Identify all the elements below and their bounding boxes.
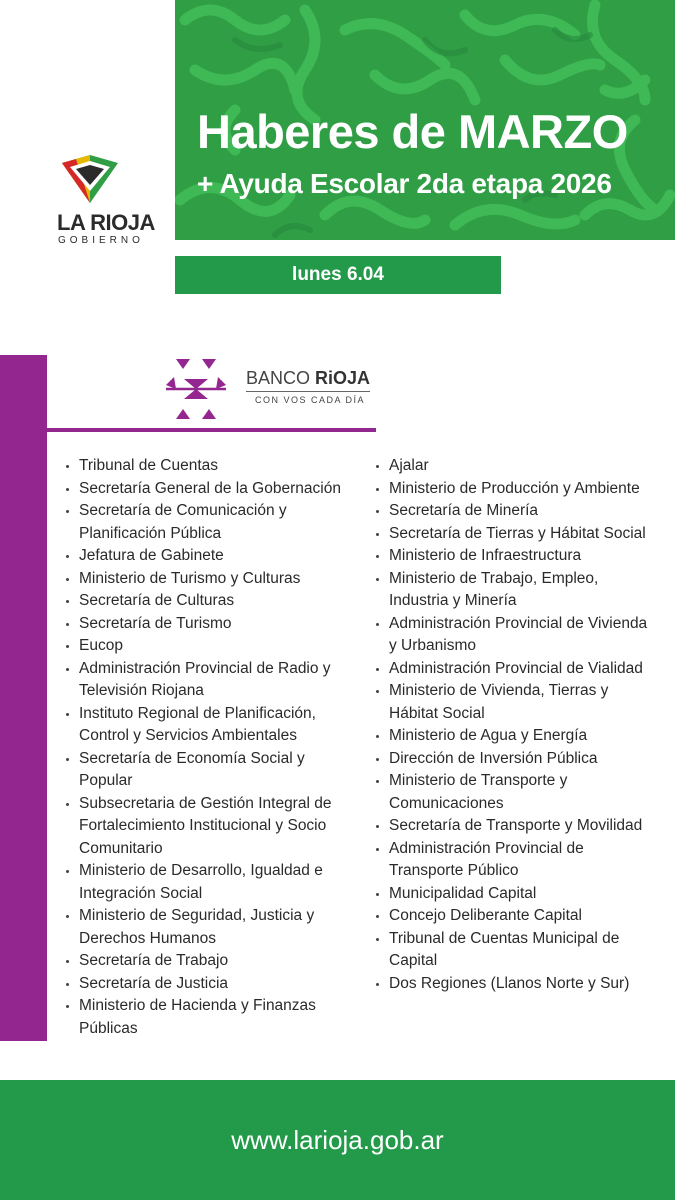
- list-item: Ministerio de Transporte y Comunicaciones: [372, 770, 672, 815]
- bank-slogan: CON VOS CADA DÍA: [255, 395, 366, 405]
- logo-name: LA RIOJA: [57, 210, 155, 235]
- list-item: Ministerio de Trabajo, Empleo, Industria y Minería: [372, 568, 672, 613]
- footer: [0, 1080, 675, 1200]
- list-item: Municipalidad Capital: [372, 883, 672, 906]
- purple-divider: [0, 428, 376, 432]
- list-item: Instituto Regional de Planificación, Control y Servicios Ambientales: [62, 703, 362, 748]
- list-item: Ajalar: [372, 455, 672, 478]
- left-agency-list: [62, 455, 362, 1040]
- list-item: Administración Provincial de Vialidad: [372, 658, 672, 681]
- list-item: Administración Provincial de Radio y Televisión Riojana: [62, 658, 362, 703]
- hero-banner: [175, 0, 675, 240]
- list-item: Secretaría de Economía Social y Popular: [62, 748, 362, 793]
- list-item: Ministerio de Infraestructura: [372, 545, 672, 568]
- page-title: Haberes de MARZO: [197, 105, 628, 158]
- list-item: Secretaría de Culturas: [62, 590, 362, 613]
- bank-name: [246, 368, 370, 389]
- list-item: Tribunal de Cuentas: [62, 455, 362, 478]
- purple-side-band: [0, 355, 47, 1041]
- list-item: Administración Provincial de Transporte Público: [372, 838, 672, 883]
- list-item: Ministerio de Seguridad, Justicia y Derechos Humanos: [62, 905, 362, 950]
- website-link[interactable]: www.larioja.gob.ar: [231, 1124, 444, 1155]
- list-item: Dos Regiones (Llanos Norte y Sur): [372, 973, 672, 996]
- list-item: Secretaría de Justicia: [62, 973, 362, 996]
- bank-rule: [246, 391, 370, 392]
- list-item: Ministerio de Desarrollo, Igualdad e Integración Social: [62, 860, 362, 905]
- bank-name-regular: BANCO: [246, 368, 316, 388]
- rioja-emblem-icon: [60, 155, 120, 205]
- list-item: Administración Provincial de Vivienda y Urbanismo: [372, 613, 672, 658]
- date-bar-offset: [175, 240, 487, 256]
- list-item: Tribunal de Cuentas Municipal de Capital: [372, 928, 672, 973]
- right-agency-list: [372, 455, 672, 995]
- list-item: Secretaría de Trabajo: [62, 950, 362, 973]
- list-item: Secretaría de Tierras y Hábitat Social: [372, 523, 672, 546]
- list-item: Jefatura de Gabinete: [62, 545, 362, 568]
- list-item: Ministerio de Producción y Ambiente: [372, 478, 672, 501]
- list-item: Secretaría General de la Gobernación: [62, 478, 362, 501]
- list-item: Subsecretaria de Gestión Integral de Fortalecimiento Institucional y Socio Comunitario: [62, 793, 362, 861]
- la-rioja-logo: [55, 155, 155, 255]
- list-item: Secretaría de Minería: [372, 500, 672, 523]
- page-subtitle: + Ayuda Escolar 2da etapa 2026: [197, 168, 612, 199]
- list-item: Eucop: [62, 635, 362, 658]
- list-item: Ministerio de Turismo y Culturas: [62, 568, 362, 591]
- bank-name-bold: RiOJA: [315, 368, 371, 388]
- list-item: Ministerio de Vivienda, Tierras y Hábitat Social: [372, 680, 672, 725]
- list-item: Secretaría de Transporte y Movilidad: [372, 815, 672, 838]
- list-item: Ministerio de Hacienda y Finanzas Públicas: [62, 995, 362, 1040]
- list-item: Dirección de Inversión Pública: [372, 748, 672, 771]
- list-item: Secretaría de Turismo: [62, 613, 362, 636]
- list-item: Ministerio de Agua y Energía: [372, 725, 672, 748]
- list-item: Concejo Deliberante Capital: [372, 905, 672, 928]
- banco-rioja-icon: [162, 355, 230, 423]
- date-badge: lunes 6.04: [175, 256, 501, 294]
- list-item: Secretaría de Comunicación y Planificación Pública: [62, 500, 362, 545]
- logo-sub: GOBIERNO: [58, 235, 144, 246]
